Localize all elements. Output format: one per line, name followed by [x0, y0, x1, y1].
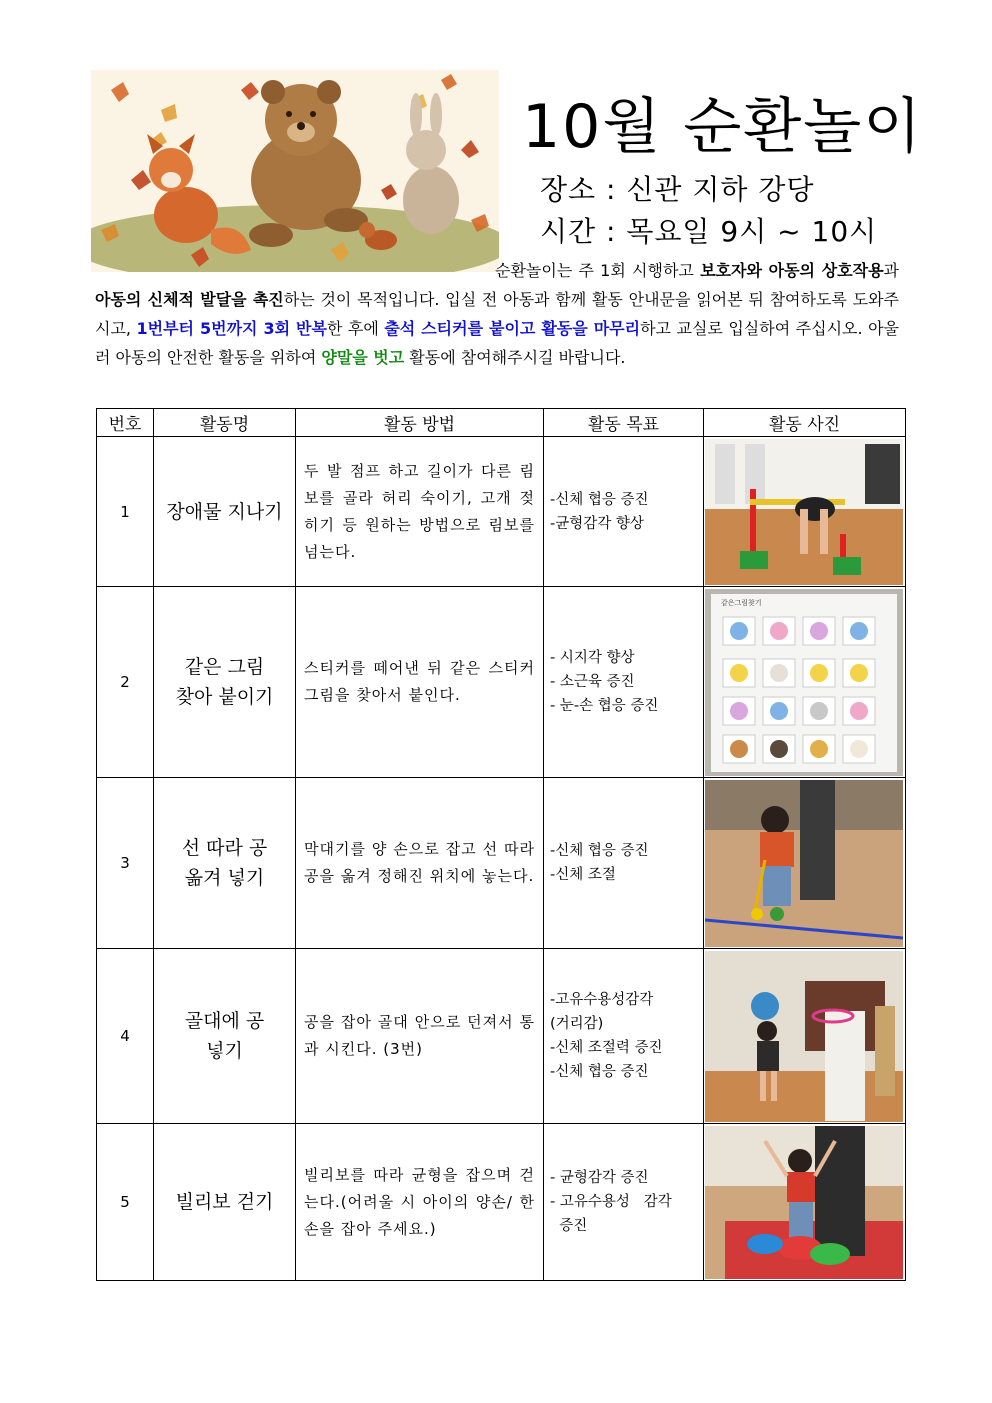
intro-text: 하고 교실로 입실하여 주십시오. 아울러 아동의 안전한 활동을 위하여 [95, 319, 899, 367]
location-text: 장소 : 신관 지하 강당 [540, 173, 815, 206]
goal-item: - 소근육 증진 [550, 674, 635, 690]
goal-item: -신체 협응 증진 [550, 843, 649, 859]
activity-goals [544, 949, 704, 1124]
ball-line-photo [705, 780, 903, 947]
goal-item: -신체 협응 증진 [550, 1064, 649, 1080]
intro-text: 순환놀이는 주 1회 시행하고 [495, 261, 701, 280]
page-title: 10월 순환놀이 [522, 92, 924, 162]
table-header-row [97, 409, 906, 437]
table-row [97, 437, 906, 587]
row-number: 5 [97, 1124, 154, 1281]
goal-item: 증진 [550, 1218, 588, 1234]
activity-name: 골대에 공 넣기 [154, 949, 296, 1124]
goal-item: (거리감) [550, 1016, 604, 1032]
intro-bold-2: 아동의 신체적 발달을 촉진 [95, 290, 284, 309]
sticker-board-caption: 같은그림찾기 [721, 598, 762, 607]
intro-paragraph [95, 256, 899, 372]
row-number: 1 [97, 437, 154, 587]
intro-text: 활동에 참여해주시길 바랍니다. [404, 348, 626, 367]
sticker-board-photo [705, 589, 903, 776]
activity-goals [544, 1124, 704, 1281]
activity-goals [544, 778, 704, 949]
activity-name: 장애물 지나기 [154, 437, 296, 587]
activity-goals [544, 437, 704, 587]
activity-table [96, 408, 906, 1281]
activity-photo-cell [704, 778, 906, 949]
goal-item: -신체 조절 [550, 867, 616, 883]
table-row [97, 778, 906, 949]
row-number: 2 [97, 587, 154, 778]
activity-method: 스티커를 떼어낸 뒤 같은 스티커 그림을 찾아서 붙인다. [296, 587, 544, 778]
basket-hoop-photo [705, 951, 903, 1122]
intro-blue-2: 출석 스티커를 붙이고 활동을 마무리 [384, 319, 641, 338]
activity-method: 막대기를 양 손으로 잡고 선 따라 공을 옮겨 정해진 위치에 놓는다. [296, 778, 544, 949]
goal-item: - 고유수용성 감각 [550, 1194, 672, 1210]
time-text: 시간 : 목요일 9시 ~ 10시 [540, 215, 878, 248]
activity-photo-cell [704, 587, 906, 778]
activity-goals [544, 587, 704, 778]
billibo-photo [705, 1126, 903, 1279]
intro-bold-1: 보호자와 아동의 상호작용 [700, 261, 884, 280]
activity-method: 빌리보를 따라 균형을 잡으며 걷는다.(어려울 시 아이의 양손/ 한 손을 잡아 주세요.) [296, 1124, 544, 1281]
autumn-animals-illustration [91, 70, 499, 272]
intro-green-1: 양말을 벗고 [321, 348, 405, 367]
intro-text: 한 후에 [326, 319, 385, 338]
activity-name: 선 따라 공 옮겨 넣기 [154, 778, 296, 949]
activity-photo-cell [704, 949, 906, 1124]
table-row [97, 1124, 906, 1281]
goal-item: -고유수용성감각 [550, 992, 654, 1008]
table-row [97, 949, 906, 1124]
goal-item: - 균형감각 증진 [550, 1170, 649, 1186]
header-method: 활동 방법 [296, 409, 544, 437]
activity-photo-cell [704, 437, 906, 587]
activity-name: 같은 그림 찾아 붙이기 [154, 587, 296, 778]
limbo-photo [705, 439, 903, 585]
activity-method: 공을 잡아 골대 안으로 던져서 통과 시킨다. (3번) [296, 949, 544, 1124]
row-number: 3 [97, 778, 154, 949]
activity-method: 두 발 점프 하고 길이가 다른 림보를 골라 허리 숙이기, 고개 젖히기 등 원하는 방법으로 림보를 넘는다. [296, 437, 544, 587]
intro-blue-1: 1번부터 5번까지 3회 반복 [136, 319, 327, 338]
goal-item: -균형감각 향상 [550, 515, 644, 532]
table-row [97, 587, 906, 778]
goal-item: - 눈-손 협응 증진 [550, 698, 659, 714]
intro-text: 하는 것이 목적입니다. 입실 전 아동과 함께 활동 안내문을 읽어본 뒤 참여하도록 도와주시고, [95, 290, 899, 338]
row-number: 4 [97, 949, 154, 1124]
header-goal: 활동 목표 [544, 409, 704, 437]
header-photo: 활동 사진 [704, 409, 906, 437]
goal-item: -신체 협응 증진 [550, 491, 649, 508]
intro-text: 과 [883, 261, 899, 280]
activity-photo-cell [704, 1124, 906, 1281]
activity-name: 빌리보 걷기 [154, 1124, 296, 1281]
header-number: 번호 [97, 409, 154, 437]
goal-item: - 시지각 향상 [550, 650, 635, 666]
header-activity-name: 활동명 [154, 409, 296, 437]
goal-item: -신체 조절력 증진 [550, 1040, 663, 1056]
